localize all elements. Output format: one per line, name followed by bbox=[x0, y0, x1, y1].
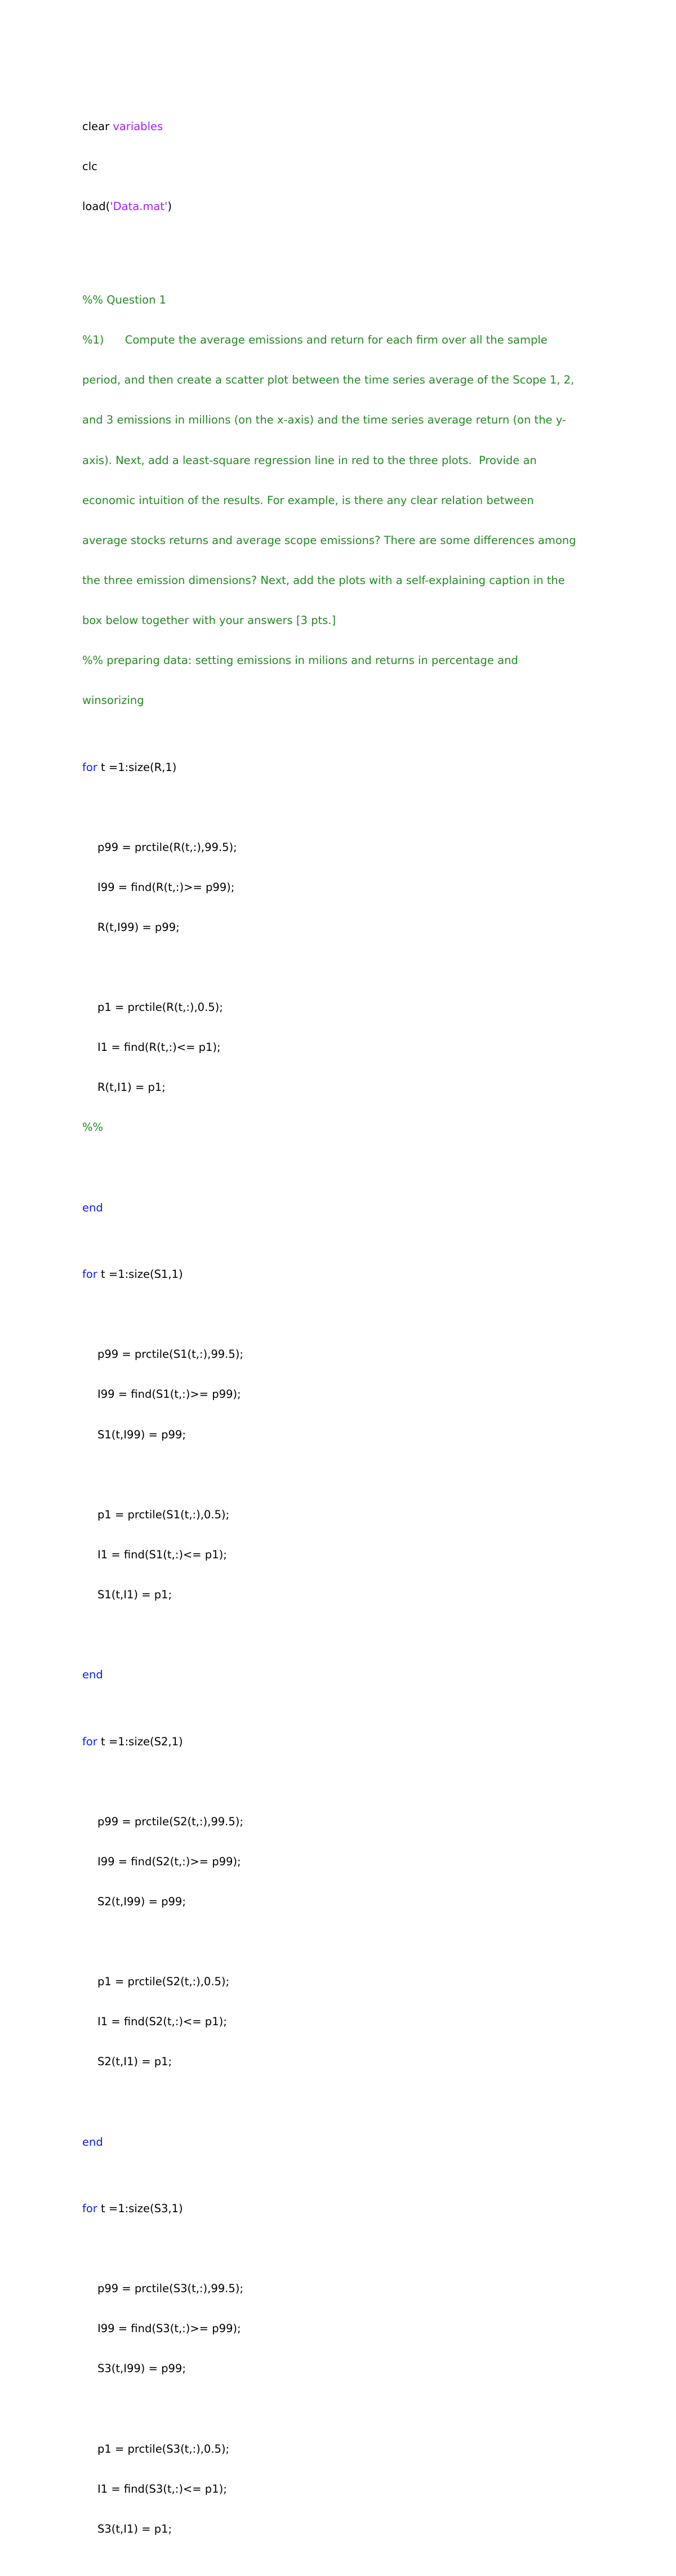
comment-line: %% preparing data: setting emissions in milions and returns in percentage and bbox=[82, 654, 518, 667]
code-token: t =1:size(S1,1) bbox=[97, 1268, 183, 1281]
for-loop-header bbox=[82, 1735, 612, 1749]
blank-line bbox=[82, 1468, 612, 1482]
for-loop-header bbox=[82, 1268, 612, 1281]
code-line: p99 = prctile(S1(t,:),99.5); bbox=[97, 1348, 243, 1361]
code-token: t =1:size(S3,1) bbox=[97, 2202, 183, 2216]
code-line: R(t,I99) = p99; bbox=[97, 921, 180, 934]
code-token: load( bbox=[82, 200, 110, 213]
section-mark-comment: %% bbox=[82, 1121, 104, 1134]
blank-line bbox=[82, 240, 612, 253]
code-token: ) bbox=[167, 200, 172, 213]
blank-line bbox=[82, 1935, 612, 1949]
keyword-for: for bbox=[82, 1735, 97, 1748]
code-token: clear bbox=[82, 120, 110, 133]
keyword-end: end bbox=[82, 1201, 103, 1214]
comment-line: axis). Next, add a least-square regression line in red to the three plots. Provide an bbox=[82, 453, 537, 467]
for-loop-header bbox=[82, 2202, 612, 2216]
comment-line: and 3 emissions in millions (on the x-axis) and the time series average return (on the y- bbox=[82, 413, 566, 427]
code-line: S2(t,I99) = p99; bbox=[97, 1895, 186, 1908]
code-line: p1 = prctile(S2(t,:),0.5); bbox=[97, 1975, 230, 1989]
code-line: clc bbox=[82, 160, 97, 173]
code-line: p1 = prctile(R(t,:),0.5); bbox=[97, 1001, 223, 1014]
code-line: S2(t,I1) = p1; bbox=[97, 2055, 172, 2069]
blank-line bbox=[82, 961, 612, 974]
code-line: p1 = prctile(S1(t,:),0.5); bbox=[97, 1508, 230, 1521]
blank-line bbox=[82, 1775, 612, 1789]
code-line: S3(t,I1) = p1; bbox=[97, 2522, 172, 2535]
code-line: p99 = prctile(R(t,:),99.5); bbox=[97, 840, 237, 854]
code-line: I1 = find(S2(t,:)<= p1); bbox=[97, 2015, 227, 2029]
code-line: R(t,I1) = p1; bbox=[97, 1081, 166, 1094]
code-line bbox=[82, 200, 612, 213]
blank-line bbox=[82, 1628, 612, 1642]
comment-line: the three emission dimensions? Next, add the plots with a self-explaining caption in the bbox=[82, 573, 565, 587]
keyword-for: for bbox=[82, 1268, 97, 1281]
code-token-string: variables bbox=[113, 120, 163, 133]
blank-line bbox=[82, 2403, 612, 2416]
code-line: S1(t,I99) = p99; bbox=[97, 1428, 186, 1441]
keyword-for: for bbox=[82, 2202, 97, 2216]
blank-line bbox=[82, 1308, 612, 1321]
code-listing bbox=[82, 80, 612, 2576]
code-line: p1 = prctile(S3(t,:),0.5); bbox=[97, 2442, 230, 2455]
section-title-comment: %% Question 1 bbox=[82, 293, 167, 307]
code-token-string: 'Data.mat' bbox=[110, 200, 168, 213]
keyword-end: end bbox=[82, 2135, 103, 2149]
comment-line: winsorizing bbox=[82, 694, 144, 707]
code-line: I1 = find(S3(t,:)<= p1); bbox=[97, 2482, 227, 2495]
comment-line: box below together with your answers [3 pts.] bbox=[82, 613, 336, 627]
comment-line: average stocks returns and average scope emissions? There are some differences among bbox=[82, 533, 576, 547]
code-line: p99 = prctile(S3(t,:),99.5); bbox=[97, 2282, 243, 2296]
code-line: I1 = find(R(t,:)<= p1); bbox=[97, 1041, 221, 1054]
keyword-end: end bbox=[82, 1668, 103, 1682]
code-line: p99 = prctile(S2(t,:),99.5); bbox=[97, 1815, 243, 1828]
code-line: S1(t,I1) = p1; bbox=[97, 1588, 172, 1601]
code-line: I1 = find(S1(t,:)<= p1); bbox=[97, 1548, 227, 1561]
comment-line: %1) Compute the average emissions and return for each firm over all the sample bbox=[82, 333, 548, 347]
comment-line: economic intuition of the results. For example, is there any clear relation between bbox=[82, 493, 534, 507]
blank-line bbox=[82, 801, 612, 814]
code-token: t =1:size(S2,1) bbox=[97, 1735, 183, 1748]
code-token: t =1:size(R,1) bbox=[97, 760, 177, 774]
code-line: S3(t,I99) = p99; bbox=[97, 2362, 186, 2376]
comment-line: period, and then create a scatter plot between the time series average of the Scope 1, 2, bbox=[82, 373, 575, 387]
blank-line bbox=[82, 2095, 612, 2109]
blank-line bbox=[82, 2242, 612, 2256]
code-line: I99 = find(S2(t,:)>= p99); bbox=[97, 1855, 241, 1868]
keyword-for: for bbox=[82, 760, 97, 774]
for-loop-header bbox=[82, 761, 612, 774]
code-line: I99 = find(R(t,:)>= p99); bbox=[97, 880, 235, 894]
code-line: I99 = find(S1(t,:)>= p99); bbox=[97, 1388, 241, 1401]
blank-line bbox=[82, 1161, 612, 1175]
code-line bbox=[82, 120, 612, 133]
code-line: I99 = find(S3(t,:)>= p99); bbox=[97, 2322, 241, 2336]
